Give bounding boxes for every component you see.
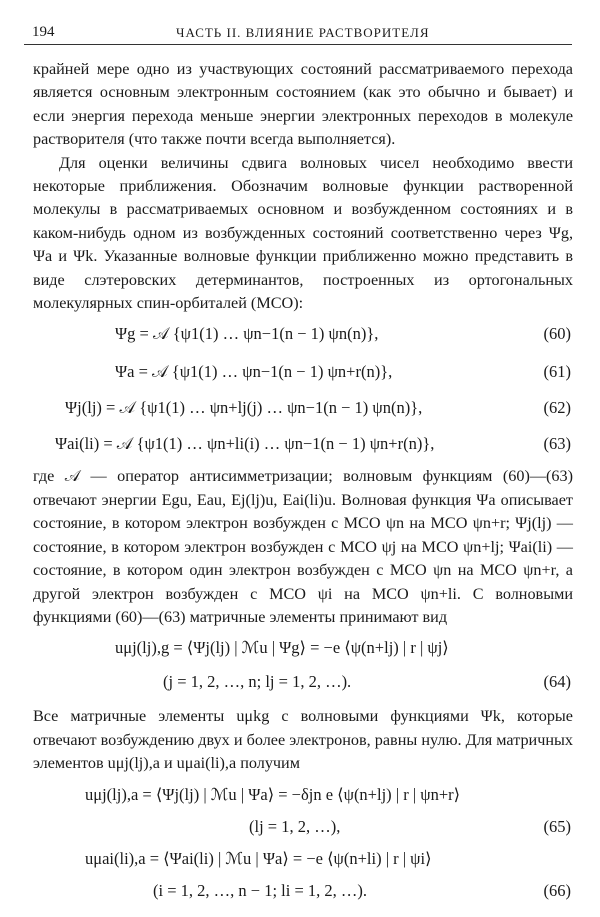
equation-63 (33, 425, 573, 465)
equation-number: (63) (543, 434, 571, 454)
equation-formula: (j = 1, 2, …, n; lj = 1, 2, …). (163, 672, 352, 692)
equation-formula: Ψai(li) = 𝒜 {ψ1(1) … ψn+li(i) … ψn−1(n − 1) ψn+r(n)}, (55, 434, 435, 454)
equation-number: (65) (543, 816, 571, 836)
equation-number: (61) (543, 362, 571, 382)
running-header (24, 22, 572, 45)
equation-66-line2 (33, 872, 573, 904)
equation-64-line1 (33, 629, 573, 663)
equation-number: (64) (543, 672, 571, 692)
equation-65-line2 (33, 808, 573, 840)
page-number: 194 (32, 24, 55, 40)
equation-formula: Ψa = 𝒜 {ψ1(1) … ψn−1(n − 1) ψn+r(n)}, (115, 362, 393, 382)
page-body (33, 58, 573, 904)
equation-formula: uμj(lj),a = ⟨Ψj(lj) | ℳu | Ψa⟩ = −δjn e ⟨ψ(n+lj) | r | ψn+r⟩ (85, 784, 461, 804)
paragraph-1: крайней мере одно из участвующих состояний рассматриваемого перехода является основным электронным состоянием (как это обычно и бывает) и если энергия перехода меньше энергии электронных переходов в молекуле растворителя (что также почти всегда выполняется). (33, 60, 573, 149)
equation-60 (33, 315, 573, 353)
equation-61 (33, 353, 573, 389)
equation-number: (60) (543, 324, 571, 344)
equation-formula: Ψj(lj) = 𝒜 {ψ1(1) … ψn+lj(j) … ψn−1(n − 1) ψn(n)}, (65, 398, 423, 418)
paragraph-2: Для оценки величины сдвига волновых чисел необходимо ввести некоторые приближения. Обозначим волновые функции растворенной молекулы в рассматриваемых основном и возбужденном состояниях и в каком-нибудь одном из возбужденных состояний соответственно через Ψg, Ψa и Ψk. Указанные волновые функции приближенно можно представить в виде слэтеровских детерминантов, построенных из ортогональных молекулярных спин-орбиталей (МСО): (33, 153, 573, 313)
equation-formula: uμj(lj),g = ⟨Ψj(lj) | ℳu | Ψg⟩ = −e ⟨ψ(n+lj) | r | ψj⟩ (115, 638, 449, 658)
running-title: ЧАСТЬ II. ВЛИЯНИЕ РАСТВОРИТЕЛЯ (176, 25, 430, 40)
equation-number: (62) (543, 398, 571, 418)
equation-65-line1 (33, 776, 573, 808)
paragraph-3: где 𝒜 — оператор антисимметризации; волновым функциям (60)—(63) отвечают энергии Egu, Eau, Ej(lj)u, Eai(li)u. Волновая функция Ψa описывает состояние, в котором электрон возбужден с МСО ψn на МСО ψn+r; Ψj(lj) — состояние, в котором электрон возбужден с МСО ψj на МСО ψn+lj; Ψai(li) — состояние, в котором один электрон возбужден с МСО ψn на МСО ψn+r, а другой электрон возбужден с МСО ψi на МСО ψn+li. С волновыми функциями (60)—(63) матричные элементы принимают вид (33, 467, 573, 626)
equation-number: (66) (543, 880, 571, 900)
paragraph-4: Все матричные элементы uμkg с волновыми функциями Ψk, которые отвечают возбуждению двух и более электронов, равны нулю. Для матричных элементов uμj(lj),a и uμai(li),a получим (33, 707, 573, 773)
equation-formula: uμai(li),a = ⟨Ψai(li) | ℳu | Ψa⟩ = −e ⟨ψ(n+li) | r | ψi⟩ (85, 848, 432, 868)
equation-62 (33, 389, 573, 425)
equation-66-line1 (33, 840, 573, 872)
equation-formula: (lj = 1, 2, …), (249, 816, 341, 836)
equation-formula: Ψg = 𝒜 {ψ1(1) … ψn−1(n − 1) ψn(n)}, (115, 324, 379, 344)
equation-formula: (i = 1, 2, …, n − 1; li = 1, 2, …). (153, 880, 367, 900)
equation-64-line2 (33, 663, 573, 705)
